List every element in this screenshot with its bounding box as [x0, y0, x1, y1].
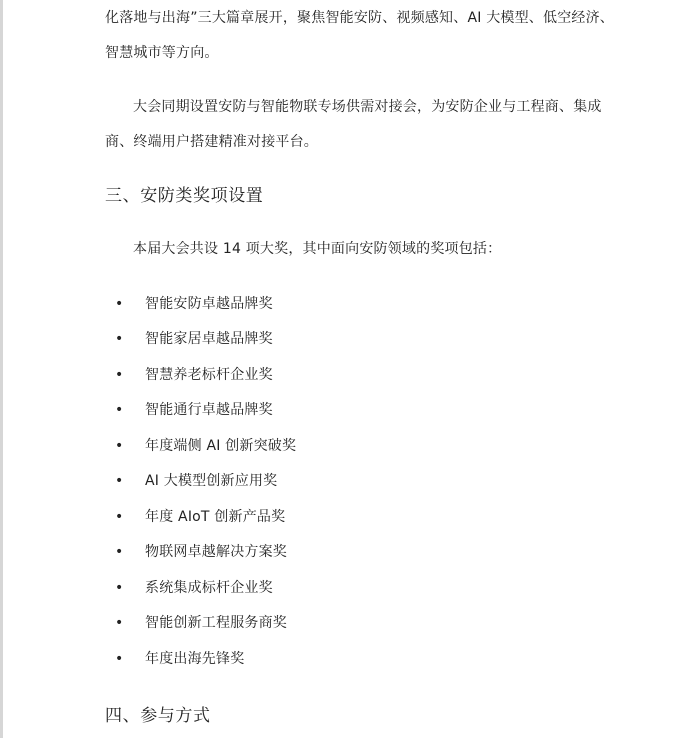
bullet-marker: • [115, 296, 124, 312]
award-item-label: 智慧养老标杆企业奖 [145, 367, 273, 383]
bullet-marker: • [115, 509, 124, 525]
paragraph2-line1: 大会同期设置安防与智能物联专场供需对接会，为安防企业与工程商、集成 [133, 99, 602, 115]
award-item-label: 年度 AIoT 创新产品奖 [145, 509, 286, 525]
section3-heading: 三、安防类奖项设置 [105, 186, 264, 206]
bullet-marker: • [115, 438, 124, 454]
award-item-label: 智能安防卓越品牌奖 [145, 296, 273, 312]
bullet-marker: • [115, 651, 124, 667]
section4-heading: 四、参与方式 [105, 706, 211, 726]
bullet-marker: • [115, 367, 124, 383]
bullet-marker: • [115, 473, 124, 489]
award-item-label: 年度出海先锋奖 [145, 651, 245, 667]
bullet-marker: • [115, 544, 124, 560]
award-item-label: 年度端侧 AI 创新突破奖 [145, 438, 297, 454]
award-item-label: 智能家居卓越品牌奖 [145, 331, 273, 347]
bullet-marker: • [115, 580, 124, 596]
bullet-marker: • [115, 331, 124, 347]
award-item-label: 智能创新工程服务商奖 [145, 615, 287, 631]
award-item-label: 智能通行卓越品牌奖 [145, 402, 273, 418]
section3-intro: 本届大会共设 14 项大奖，其中面向安防领域的奖项包括： [133, 241, 502, 257]
bullet-marker: • [115, 615, 124, 631]
award-item-label: 物联网卓越解决方案奖 [145, 544, 287, 560]
paragraph1-line1: 化落地与出海”三大篇章展开，聚焦智能安防、视频感知、AI 大模型、低空经济、 [105, 10, 615, 26]
bullet-marker: • [115, 402, 124, 418]
award-item-label: AI 大模型创新应用奖 [145, 473, 278, 489]
paragraph2-line2: 商、终端用户搭建精准对接平台。 [105, 134, 318, 150]
paragraph1-line2: 智慧城市等方向。 [105, 45, 219, 61]
award-item-label: 系统集成标杆企业奖 [145, 580, 273, 596]
